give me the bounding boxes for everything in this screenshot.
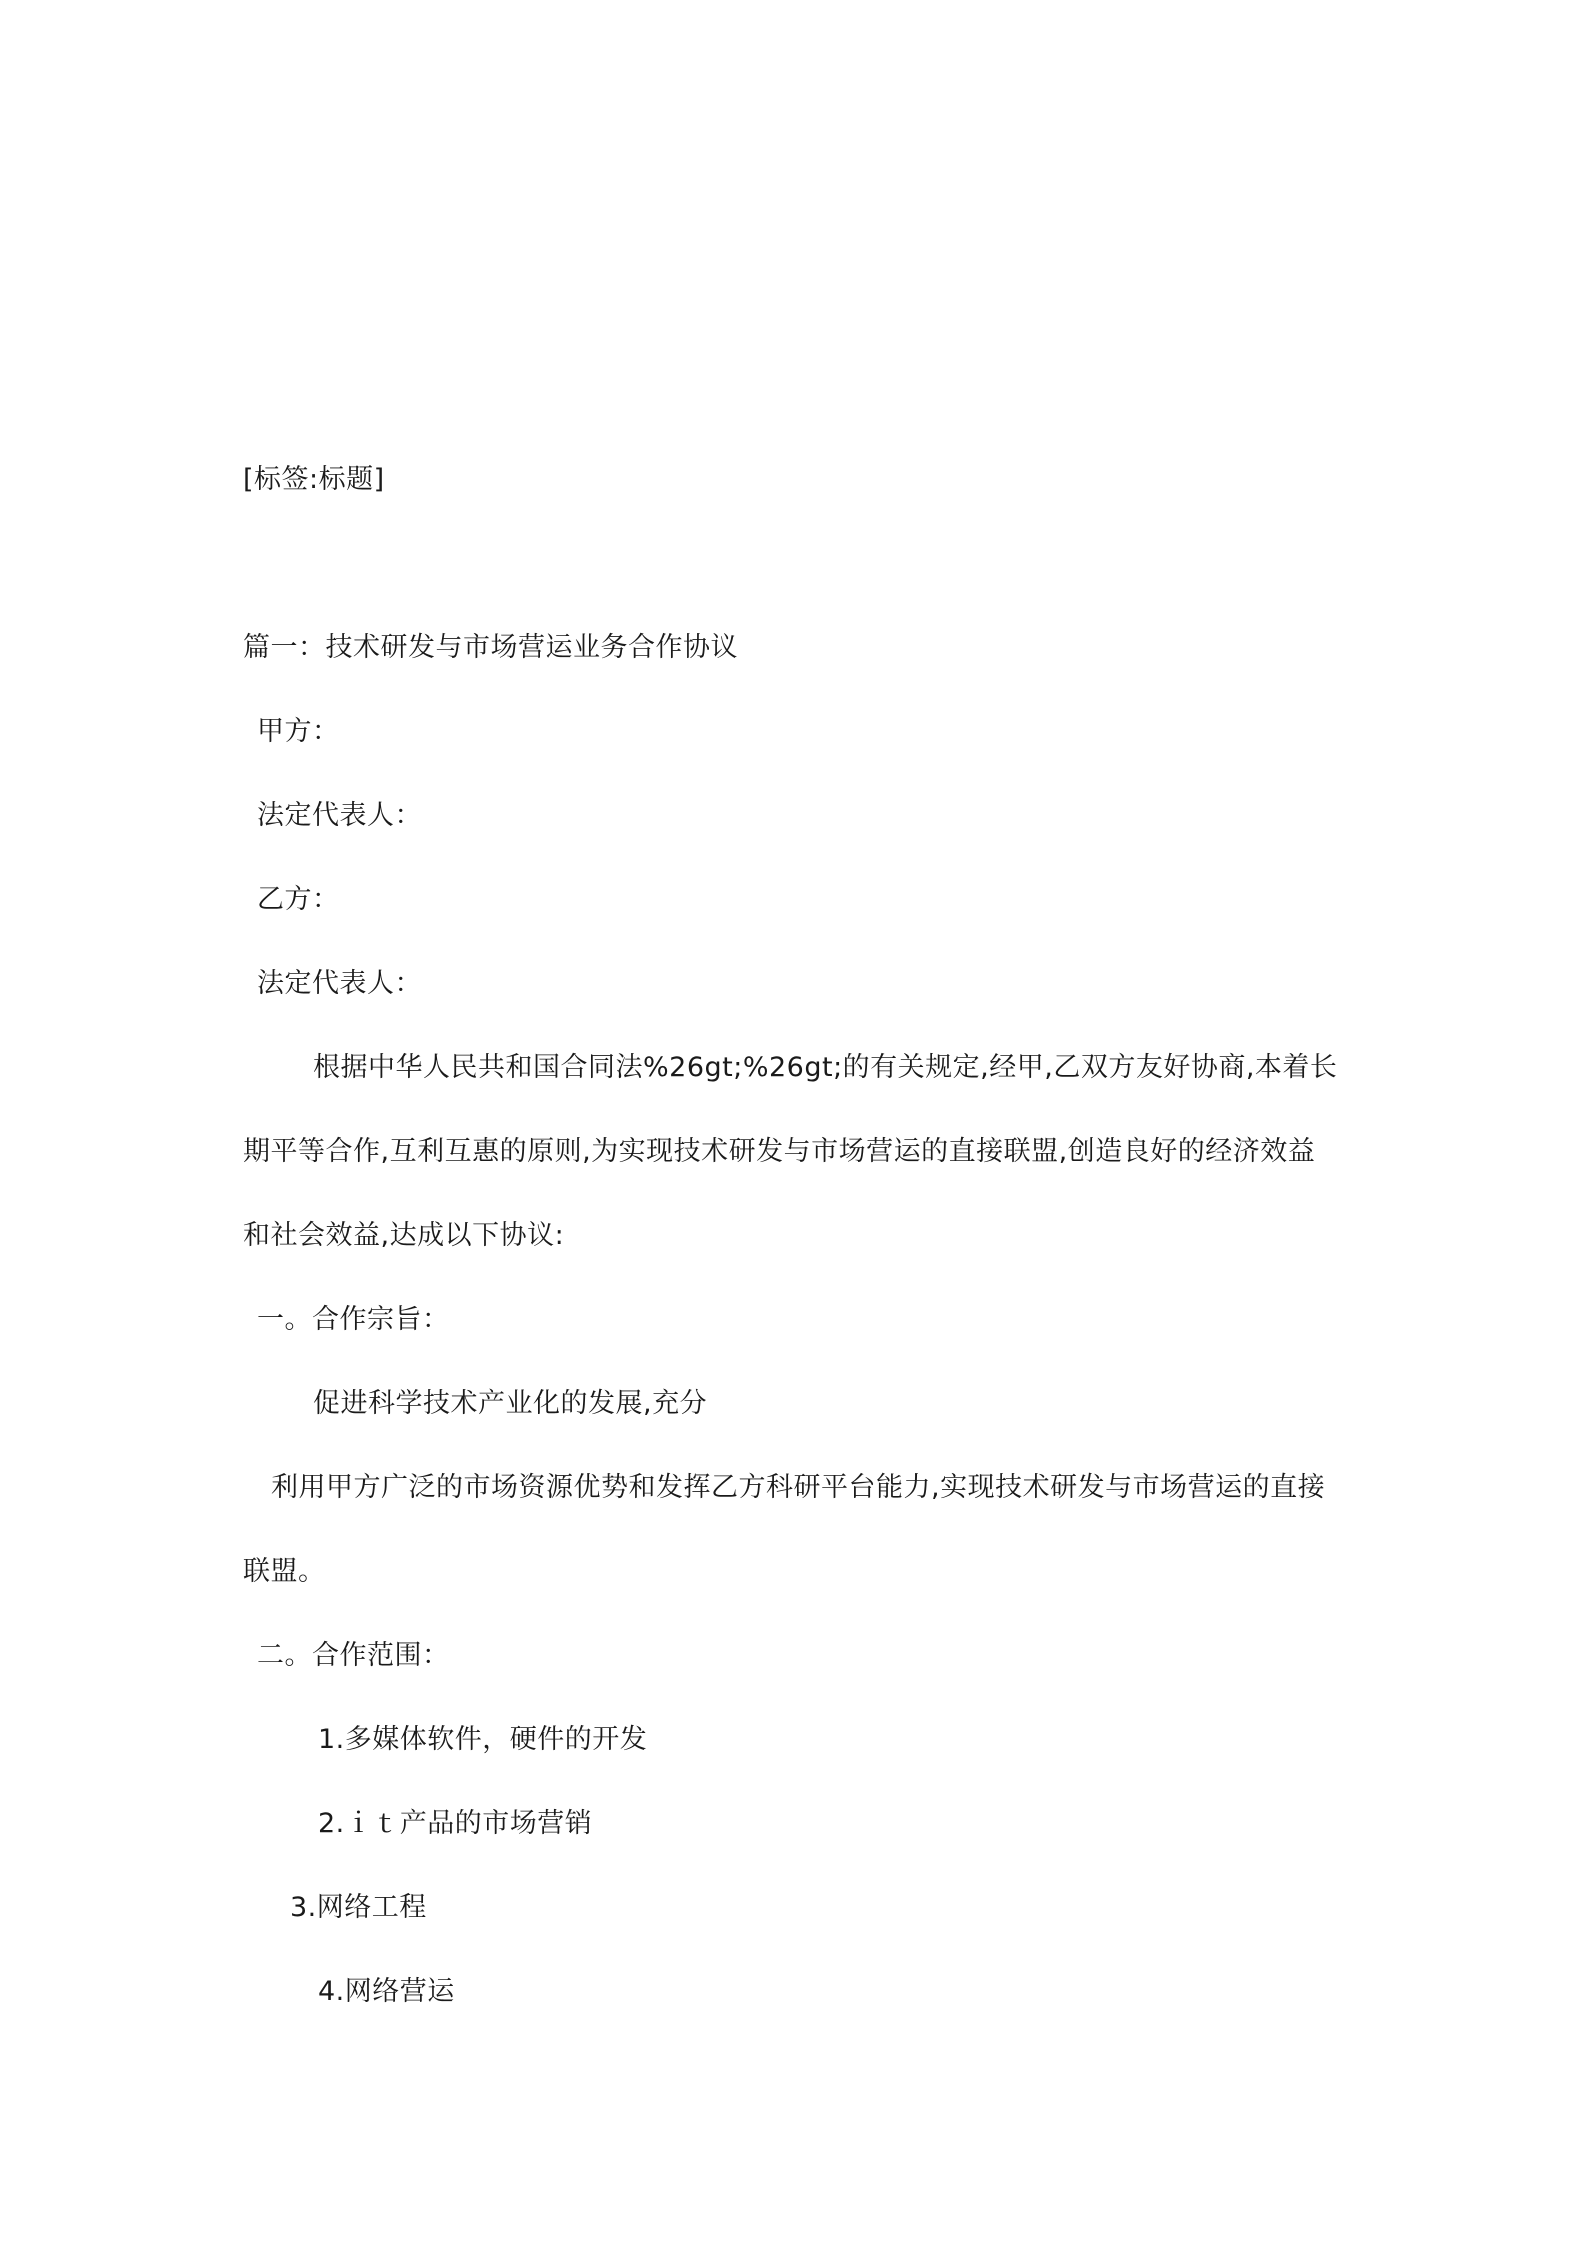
section-2-item: 1.多媒体软件，硬件的开发 — [318, 1724, 648, 1755]
section-1-line: 促进科学技术产业化的发展,充分 — [313, 1388, 708, 1419]
party-a-label: 甲方： — [257, 716, 340, 747]
preamble-line: 根据中华人民共和国合同法%26gt;%26gt;的有关规定,经甲,乙双方友好协商,本着长 — [313, 1052, 1338, 1083]
section-2-item: 3.网络工程 — [290, 1892, 427, 1923]
party-a-representative-label: 法定代表人： — [257, 800, 422, 831]
section-1-title: 一。合作宗旨： — [257, 1304, 450, 1335]
document-tag: [标签:标题] — [243, 464, 385, 495]
section-1-line: 利用甲方广泛的市场资源优势和发挥乙方科研平台能力,实现技术研发与市场营运的直接 — [271, 1472, 1326, 1503]
section-2-item: 4.网络营运 — [318, 1976, 455, 2007]
preamble-line: 和社会效益,达成以下协议: — [243, 1220, 565, 1251]
section-2-item: 2.ｉｔ产品的市场营销 — [318, 1808, 593, 1839]
preamble-line: 期平等合作,互利互惠的原则,为实现技术研发与市场营运的直接联盟,创造良好的经济效益 — [243, 1136, 1316, 1167]
party-b-label: 乙方： — [257, 884, 340, 915]
party-b-representative-label: 法定代表人： — [257, 968, 422, 999]
document-heading: 篇一：技术研发与市场营运业务合作协议 — [243, 632, 738, 663]
section-2-title: 二。合作范围： — [257, 1640, 450, 1671]
section-1-line: 联盟。 — [243, 1556, 326, 1587]
